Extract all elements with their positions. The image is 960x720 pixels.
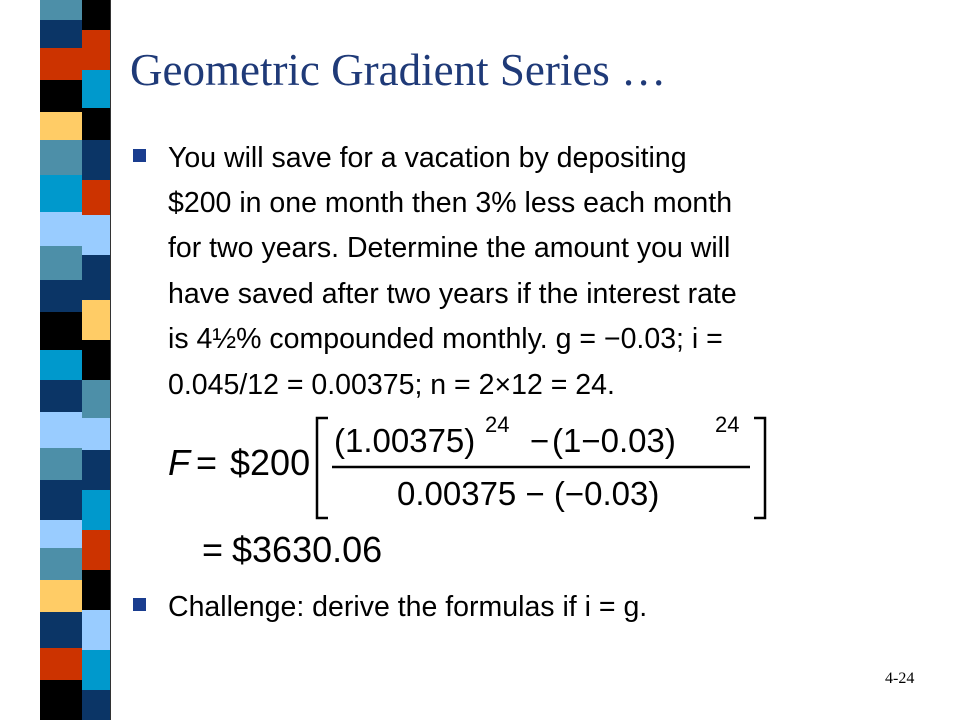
slide-title: Geometric Gradient Series … — [130, 45, 667, 95]
border-stripe-block — [82, 70, 110, 108]
border-stripe-block — [82, 340, 110, 380]
bullet-line: 0.045/12 = 0.00375; n = 2×12 = 24. — [168, 369, 615, 401]
border-stripe-block — [40, 580, 82, 612]
bullet-line: is 4½% compounded monthly. g = −0.03; i = — [168, 323, 723, 355]
border-stripe-block — [82, 140, 110, 180]
bullet-marker-square — [133, 598, 146, 611]
denominator: 0.00375 − (−0.03) — [397, 475, 660, 512]
border-stripe-block — [40, 48, 82, 80]
border-edge-line — [110, 0, 111, 720]
border-stripe-block — [40, 246, 82, 280]
formula-principal: $200 — [230, 442, 311, 483]
border-stripe-block — [82, 450, 110, 490]
border-stripe-block — [40, 612, 82, 648]
border-stripe-block — [40, 280, 82, 312]
bullet-line: have saved after two years if the interest rate — [168, 278, 737, 310]
border-stripe-block — [82, 255, 110, 300]
border-stripe-block — [40, 520, 82, 548]
border-stripe-block — [82, 530, 110, 570]
border-stripe-block — [40, 112, 82, 140]
border-stripe-block — [82, 418, 110, 450]
future-value-formula — [160, 410, 780, 580]
border-stripe-block — [82, 380, 110, 418]
border-stripe-block — [40, 80, 82, 112]
border-stripe-block — [40, 175, 82, 212]
border-stripe-block — [40, 140, 82, 175]
border-stripe-block — [82, 570, 110, 610]
decorative-stripe-border — [0, 0, 110, 720]
numerator-term-b: (1−0.03) — [552, 422, 676, 459]
border-stripe-block — [40, 350, 82, 380]
border-stripe-block — [40, 0, 82, 20]
formula-equals: = — [196, 442, 218, 483]
border-stripe-block — [82, 490, 110, 530]
border-stripe-block — [40, 480, 82, 520]
numerator-term-a-exponent: 24 — [485, 412, 510, 437]
border-stripe-block — [82, 215, 110, 255]
slide-number: 4-24 — [885, 670, 915, 687]
border-stripe-block — [82, 690, 110, 720]
numerator-minus: − — [530, 422, 550, 459]
formula-lhs: F — [168, 442, 190, 483]
border-stripe-block — [82, 300, 110, 340]
result-value: $3630.06 — [232, 529, 383, 570]
border-stripe-block — [40, 312, 82, 350]
bullet-marker-square — [133, 149, 146, 162]
bullet-line: You will save for a vacation by depositing — [168, 142, 687, 174]
border-stripe-block — [40, 548, 82, 580]
border-stripe-block — [82, 610, 110, 650]
right-bracket — [754, 418, 765, 518]
border-stripe-block — [40, 212, 82, 246]
numerator-term-a: (1.00375) — [334, 422, 476, 459]
border-stripe-block — [82, 0, 110, 30]
left-bracket — [317, 418, 328, 518]
border-stripe-block — [40, 412, 82, 448]
border-stripe-block — [82, 108, 110, 140]
border-stripe-block — [40, 20, 82, 48]
bullet-line: $200 in one month then 3% less each month — [168, 187, 733, 219]
border-stripe-block — [82, 30, 110, 70]
border-stripe-block — [40, 648, 82, 680]
border-stripe-block — [40, 380, 82, 412]
bullet-challenge: Challenge: derive the formulas if i = g. — [168, 591, 648, 623]
bullet-line: for two years. Determine the amount you will — [168, 232, 731, 264]
border-stripe-block — [40, 448, 82, 480]
border-stripe-block — [82, 650, 110, 690]
numerator-term-b-exponent: 24 — [715, 412, 740, 437]
border-stripe-block — [82, 180, 110, 215]
border-stripe-block — [40, 680, 82, 720]
result-equals: = — [202, 529, 224, 570]
